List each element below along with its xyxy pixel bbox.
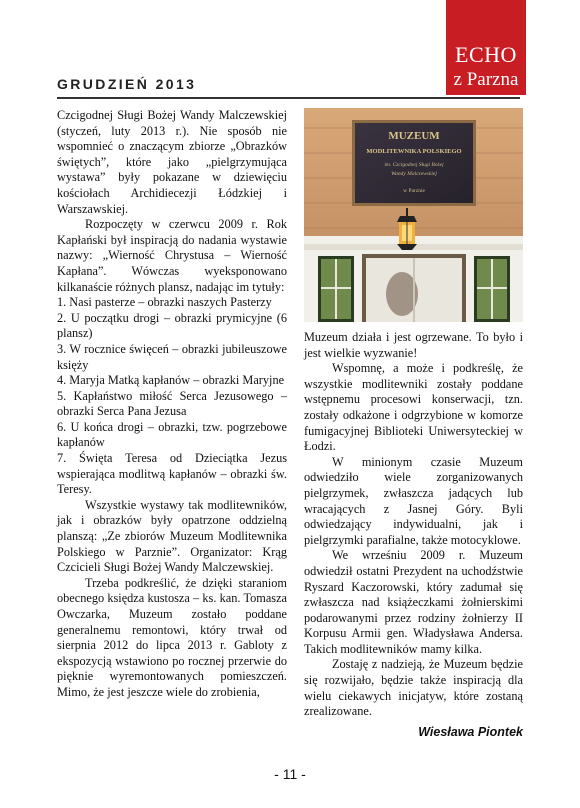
plaque-line: MODLITEWNIKA POLSKIEGO <box>366 148 462 155</box>
paragraph: 4. Maryja Matką kapłanów – obrazki Maryjne <box>57 373 285 388</box>
logo-title: ECHO <box>455 42 517 67</box>
page-number: - 11 - <box>274 766 306 782</box>
paragraph: 5. Kapłaństwo miłość Serca Jezusowego – obrazki Serca Pana Jezusa <box>57 388 287 419</box>
paragraph: Muzeum działa i jest ogrzewane. To było i jest wielkie wyzwanie! <box>304 330 523 360</box>
plaque-title: MUZEUM <box>388 130 440 142</box>
paragraph: W minionym czasie Muzeum odwiedziło wiele zorganizowanych pielgrzymek, zwłaszcza jadących lub wracających z Jasnej Góry. Byli odwiedzający indywidualni, jak i pielgrzymki parafialne, także motocyklowe. <box>304 454 523 547</box>
author-signature: Wiesława Piontek <box>418 725 523 739</box>
paragraph: 7. Święta Teresa od Dzieciątka Jezus wspierająca modlitwą kapłanów – obrazki św. Teresy. <box>57 451 287 497</box>
paragraph: Wspomnę, a może i podkreślę, że wszystkie modlitewniki zostały poddane wstępnemu procesowi konserwacji, tzn. zostały odkażone i odgrzybione w komorze fumigacyjnej Biblioteki Uniwersyteckiej w Łodzi. <box>304 361 523 454</box>
issue-date-heading: GRUDZIEŃ 2013 <box>57 76 197 92</box>
paragraph: We wrześniu 2009 r. Muzeum odwiedził ostatni Prezydent na uchodźstwie Ryszard Kaczorowski, który zadumał się zwłaszcza nad książeczkami żołnierskimi podarowanymi przez rodziny żołnierzy II Korpusu Armii gen. Władysława Andersa. Takich modlitewników mamy kilka. <box>304 548 523 656</box>
article-left-column <box>57 108 287 701</box>
paragraph: Trzeba podkreślić, że dzięki staraniom obecnego księdza kustosza – ks. kan. Tomasza Owczarka, Muzeum zostało poddane generalnemu remontowi, który trwał od sierpnia 2012 do lipca 2013 r. Gabloty z ekspozycją wstawiono po rocznej przerwie do pięknie wyremontowanych pomieszczeń. Mimo, że jest jeszcze wiele do zrobienia, <box>57 575 287 699</box>
paragraph: 1. Nasi pasterze – obrazki naszych Pasterzy <box>57 295 272 310</box>
paragraph: Rozpoczęty w czerwcu 2009 r. Rok Kapłański był inspiracją do nadania wystawie nazwy: „Wierność Chrystusa – Wierność Kapłana”. Wówczas wyeksponowano kilkanaście różnych plansz, nadając im tytuły: <box>57 217 287 294</box>
magazine-logo <box>446 0 526 95</box>
plaque-line: im. Czcigodnej Sługi Bożej <box>384 162 444 168</box>
header-divider <box>57 97 520 99</box>
paragraph: Wszystkie wystawy tak modlitewników, jak i obrazków były opatrzone oddzielną planszą: „Ze zbiorów Muzeum Modlitewnika Polskiego w Parznie”. Organizator: Krąg Czcicieli Sługi Bożej Wandy Malczewskiej. <box>57 497 287 575</box>
plaque-line: Wandy Malczewskiej <box>391 171 437 177</box>
article-right-column <box>304 330 523 720</box>
plaque-line: w Parznie <box>403 188 425 194</box>
logo-subtitle: z Parzna <box>453 69 519 90</box>
paragraph: 6. U końca drogi – obrazki, tzw. pogrzebowe kapłanów <box>57 419 287 450</box>
paragraph: 2. U początku drogi – obrazki prymicyjne (6 plansz) <box>57 310 287 341</box>
museum-photo <box>304 108 523 322</box>
paragraph: Czcigodnej Sługi Bożej Wandy Malczewskiej (styczeń, luty 2013 r.). Nie sposób nie wspomnieć o znaczącym zbiorze „Obrazków świętych”, które jako „pielgrzymująca wystawa” były pokazane w dziewięciu kościołach Archidiecezji Łódzkiej i Warszawskiej. <box>57 108 287 216</box>
paragraph: Zostaję z nadzieją, że Muzeum będzie się rozwijało, będzie także inspiracją dla wielu ciekawych inicjatyw, które zostaną zrealizowane. <box>304 657 523 719</box>
paragraph: 3. W rocznice święceń – obrazki jubileuszowe księży <box>57 341 287 372</box>
